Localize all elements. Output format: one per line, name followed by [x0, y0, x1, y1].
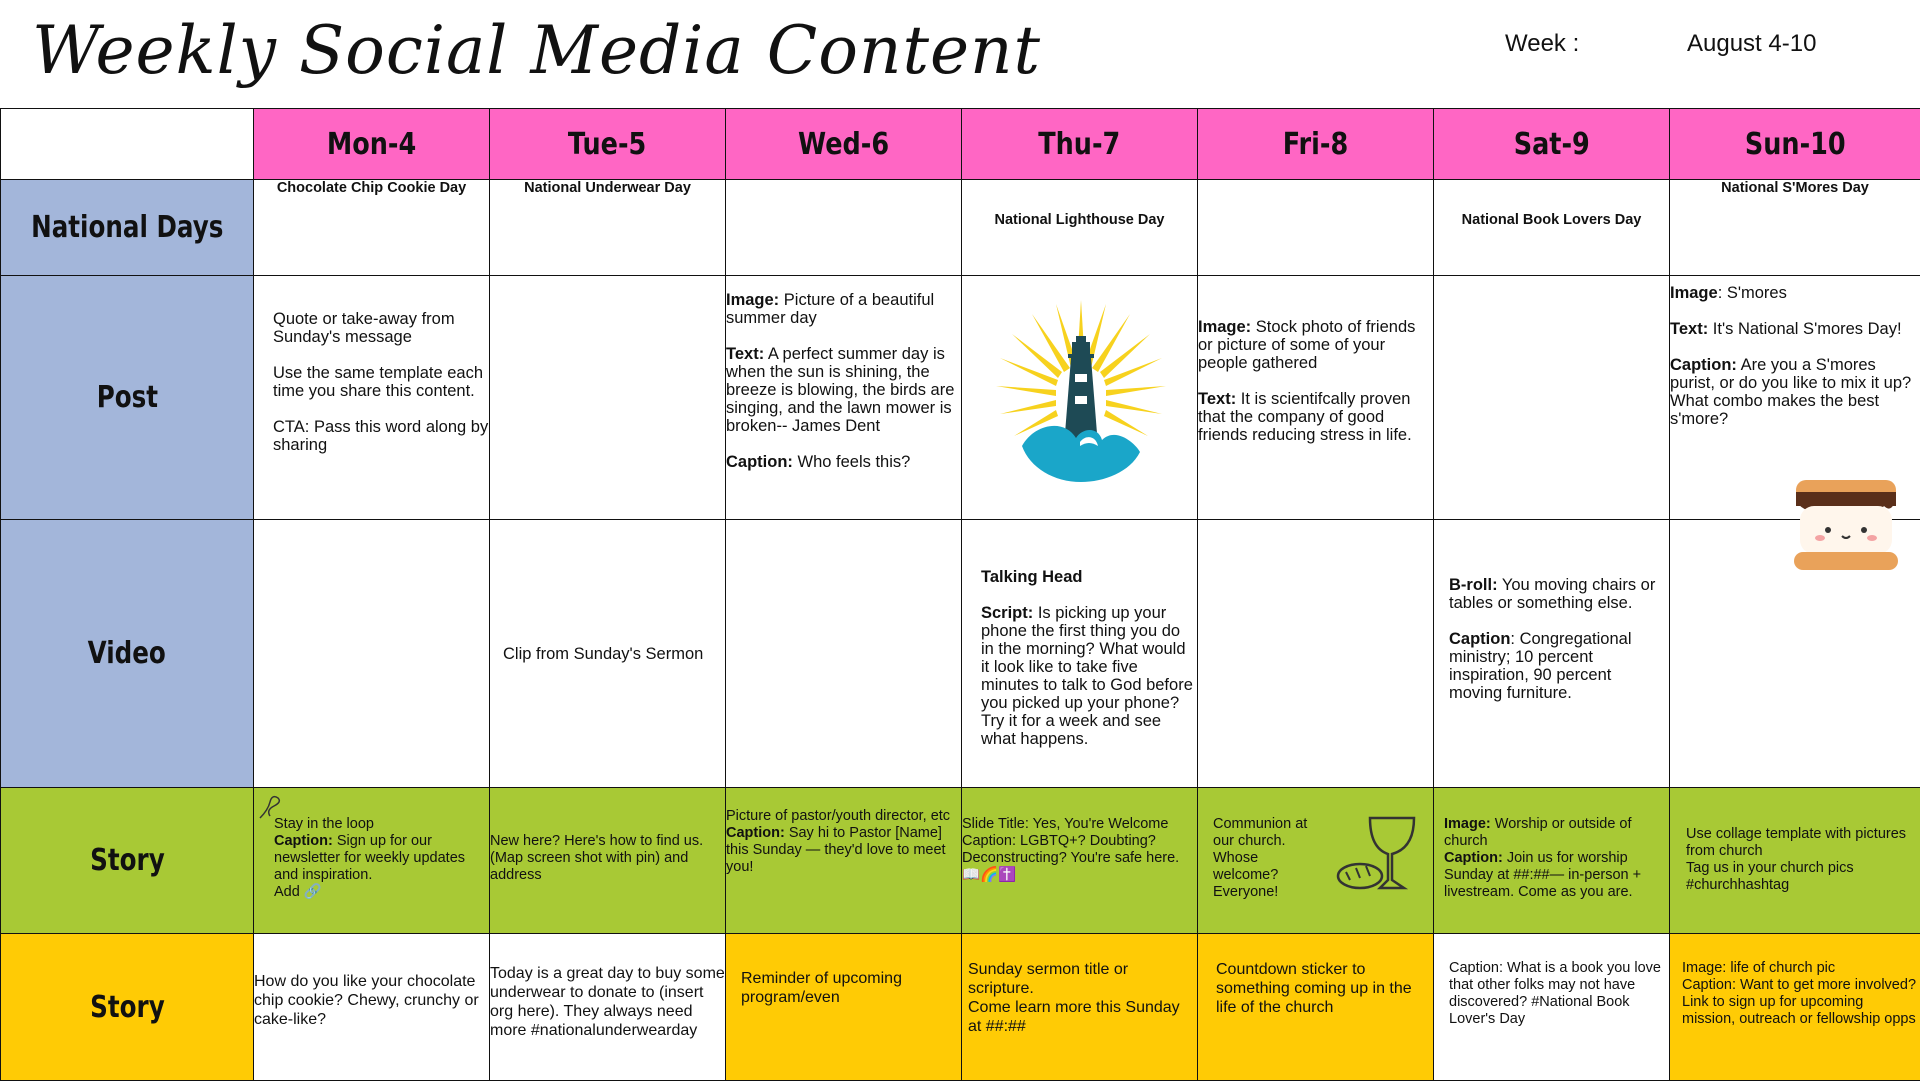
- story1-thu-line2: Caption: LGBTQ+? Doubting? Deconstructing? You're safe here. 📖🌈✝️: [962, 833, 1197, 884]
- day-header-tue: Tue-5: [490, 109, 726, 180]
- page-title: Weekly Social Media Content: [32, 6, 1041, 96]
- post-wed-caption: Caption: Who feels this?: [726, 453, 961, 471]
- story-row-1: [1, 788, 1920, 934]
- post-sun: [1670, 276, 1920, 520]
- story1-sun-line3: #churchhashtag: [1686, 877, 1920, 894]
- post-fri: [1198, 276, 1434, 520]
- national-day-sat: National Book Lovers Day: [1434, 180, 1670, 276]
- post-sat: [1434, 276, 1670, 520]
- post-tue: [490, 276, 726, 520]
- post-mon-text-2: Use the same template each time you share this content.: [273, 364, 489, 400]
- day-header-sun: Sun-10: [1670, 109, 1920, 180]
- story1-sun: [1670, 788, 1920, 934]
- video-sat: [1434, 520, 1670, 788]
- day-header-mon: Mon-4: [254, 109, 490, 180]
- national-day-mon: Chocolate Chip Cookie Day: [254, 180, 490, 276]
- day-header-fri: Fri-8: [1198, 109, 1434, 180]
- national-day-thu: National Lighthouse Day: [962, 180, 1198, 276]
- post-fri-text: Text: It is scientifcally proven that the company of good friends reducing stress in life.: [1198, 390, 1433, 444]
- video-thu-title: Talking Head: [981, 568, 1197, 586]
- national-days-row: [1, 180, 1920, 276]
- story1-fri-text: Communion at our church. Whose welcome? Everyone!: [1213, 816, 1323, 901]
- story1-sat-caption: Caption: Join us for worship Sunday at ##:##— in-person + livestream. Come as you are.: [1444, 850, 1669, 901]
- national-day-sun: National S'Mores Day: [1670, 180, 1920, 276]
- week-value: August 4-10: [1687, 30, 1816, 58]
- post-wed: [726, 276, 962, 520]
- row-label-national-days: National Days: [1, 180, 254, 276]
- story1-mon-line3: Add 🔗: [274, 884, 489, 901]
- story1-sat-image: Image: Worship or outside of church: [1444, 816, 1669, 850]
- story1-thu: [962, 788, 1198, 934]
- story1-wed: [726, 788, 962, 934]
- video-fri: [1198, 520, 1434, 788]
- story1-tue: New here? Here's how to find us. (Map screen shot with pin) and address: [490, 788, 726, 934]
- video-thu-script: Script: Is picking up your phone the first thing you do in the morning? What would it look like to take five minutes to talk to God before you picked up your phone? Try it for a week and see what happens.: [981, 604, 1197, 748]
- story2-sat: Caption: What is a book you love that other folks may not have discovered? #National Book Lover's Day: [1434, 934, 1670, 1081]
- story1-sun-line1: Use collage template with pictures from church: [1686, 826, 1920, 860]
- post-sun-caption-2: What combo makes the best s'more?: [1670, 392, 1920, 428]
- story1-mon-caption: Caption: Sign up for our newsletter for weekly updates and inspiration.: [274, 833, 489, 884]
- post-thu: [962, 276, 1198, 520]
- day-header-thu: Thu-7: [962, 109, 1198, 180]
- video-sat-caption: Caption: Congregational ministry; 10 percent inspiration, 90 percent moving furniture.: [1449, 630, 1669, 702]
- story2-wed: Reminder of upcoming program/even: [726, 934, 962, 1081]
- story1-sat: [1434, 788, 1670, 934]
- post-fri-image: Image: Stock photo of friends or picture of some of your people gathered: [1198, 318, 1433, 372]
- story2-mon: How do you like your chocolate chip cookie? Chewy, crunchy or cake-like?: [254, 934, 490, 1081]
- video-row: [1, 520, 1920, 788]
- story2-tue: Today is a great day to buy some underwear to donate to (insert org here). They always need more #nationalunderwearday: [490, 934, 726, 1081]
- header-row: [1, 109, 1920, 180]
- post-row: [1, 276, 1920, 520]
- video-sun: [1670, 520, 1920, 788]
- squiggle-doodle-icon: [258, 792, 288, 822]
- post-wed-text: Text: A perfect summer day is when the sun is shining, the breeze is blowing, the birds are singing, and the lawn mower is broken-- James Dent: [726, 345, 961, 435]
- post-sun-text: Text: It's National S'mores Day!: [1670, 320, 1920, 338]
- row-label-story-1: Story: [1, 788, 254, 934]
- story1-thu-line1: Slide Title: Yes, You're Welcome: [962, 816, 1197, 833]
- day-header-wed: Wed-6: [726, 109, 962, 180]
- video-tue: Clip from Sunday's Sermon: [490, 520, 726, 788]
- post-mon-text-3: CTA: Pass this word along by sharing: [273, 418, 489, 454]
- story2-sun-line2: Caption: Want to get more involved? Link to sign up for upcoming mission, outreach or fellowship opps: [1682, 977, 1920, 1028]
- corner-cell: [1, 109, 254, 180]
- chalice-bread-icon: [1336, 814, 1424, 900]
- story2-thu-line2: Come learn more this Sunday at ##:##: [968, 998, 1197, 1036]
- story1-wed-caption: Caption: Say hi to Pastor [Name] this Sunday — they'd love to meet you!: [726, 825, 961, 876]
- story1-wed-line1: Picture of pastor/youth director, etc: [726, 808, 961, 825]
- national-day-tue: National Underwear Day: [490, 180, 726, 276]
- lighthouse-icon: [994, 296, 1168, 486]
- video-sat-broll: B-roll: You moving chairs or tables or something else.: [1449, 576, 1669, 612]
- story1-fri: [1198, 788, 1434, 934]
- video-wed: [726, 520, 962, 788]
- national-day-wed: [726, 180, 962, 276]
- story1-mon: [254, 788, 490, 934]
- story2-fri: Countdown sticker to something coming up in the life of the church: [1198, 934, 1434, 1081]
- story2-sun: [1670, 934, 1920, 1081]
- row-label-video: Video: [1, 520, 254, 788]
- post-mon: [254, 276, 490, 520]
- content-calendar-table: [0, 108, 1920, 1081]
- video-mon: [254, 520, 490, 788]
- post-sun-image: Image: S'mores: [1670, 284, 1920, 302]
- story2-thu: [962, 934, 1198, 1081]
- post-mon-text-1: Quote or take-away from Sunday's message: [273, 310, 489, 346]
- story2-sun-line1: Image: life of church pic: [1682, 960, 1920, 977]
- week-label: Week :: [1505, 30, 1579, 58]
- post-wed-image: Image: Picture of a beautiful summer day: [726, 291, 961, 327]
- story2-thu-line1: Sunday sermon title or scripture.: [968, 960, 1197, 998]
- national-day-fri: [1198, 180, 1434, 276]
- row-label-post: Post: [1, 276, 254, 520]
- post-sun-caption: Caption: Are you a S'mores purist, or do you like to mix it up?: [1670, 356, 1920, 392]
- day-header-sat: Sat-9: [1434, 109, 1670, 180]
- story-row-2: [1, 934, 1920, 1081]
- story1-sun-line2: Tag us in your church pics: [1686, 860, 1920, 877]
- story1-mon-line1: Stay in the loop: [274, 816, 489, 833]
- video-thu: [962, 520, 1198, 788]
- row-label-story-2: Story: [1, 934, 254, 1081]
